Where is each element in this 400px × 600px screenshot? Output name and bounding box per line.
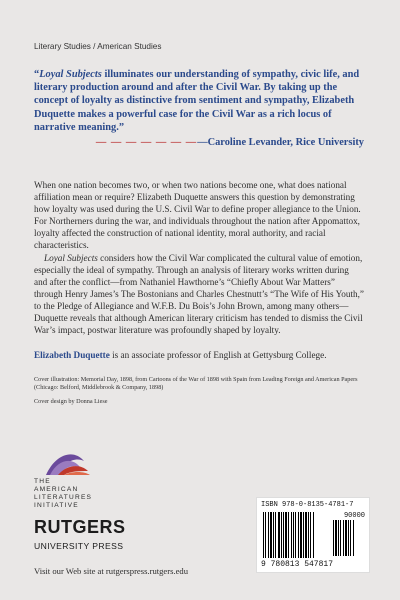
cover-design-credit: Cover design by Donna Liese [34,398,108,405]
isbn-number: ISBN 978-0-8135-4781-7 [261,501,354,509]
blurb-book-title: Loyal Subjects [39,69,102,80]
publisher-name: RUTGERS [34,517,126,537]
description-paragraph-2 [34,252,364,337]
attribution-text: —Caroline Levander, Rice University [197,137,364,149]
publisher-press: UNIVERSITY PRESS [34,541,124,551]
initiative-line-3: LITERATURES [34,494,93,501]
category-label: Literary Studies / American Studies [34,42,162,51]
price-barcode-bars [333,520,361,556]
endorsement-blurb [34,68,364,149]
author-bio-text: is an associate professor of English at Gettysburg College. [109,350,327,360]
blurb-attribution [34,136,364,149]
publisher-website: Visit our Web site at rutgerspress.rutgers.edu [34,566,189,576]
initiative-wordmark [34,478,134,510]
initiative-line-1: THE [34,478,51,485]
cover-illustration-credit: Cover illustration: Memorial Day, 1898, from Cartoons of the War of 1898 with Spain from Leading Foreign and American Papers (Chicago: Belford, Middlebrook & Company, 1898) [34,376,358,391]
paragraph-book-title: Loyal Subjects [44,252,98,263]
ean-number: 9 780813 547817 [261,560,334,569]
barcode-bars [263,512,327,558]
initiative-line-2: AMERICAN [34,486,79,493]
description-body [34,179,364,336]
description-paragraph-1: When one nation becomes two, or when two nations become one, what does national affiliation mean or require? Elizabeth Duquette answers this question by demonstrating how loyalty was used during the U.S. Civil War to define proper allegiance to the Union. For Northerners during the war, and individuals throughout the nation after Appomattox, loyalty affected the construction of national identity, moral authority, and racial characteristics. [34,180,361,251]
author-bio [34,350,364,360]
price-code: 90000 [343,512,365,520]
paragraph-2-text: considers how the Civil War complicated the cultural value of emotion, especially the ideal of sympathy. Through an analysis of literary works written during and after the conflict—from Nathaniel Hawthorne’s “Chiefly About War Matters” through Henry James’s The Bostonians and Charles Chestnutt’s “The Wife of His Youth,” to the Pledge of Allegiance and W.F.B. Du Bois’s John Brown, among many others—Duquette reveals that although American literary criticism has tended to dismiss the Civil War’s impact, postwar literature was profoundly shaped by loyalty. [34,252,365,336]
isbn-barcode [256,497,370,573]
blurb-text: illuminates our understanding of sympathy, civic life, and literary production around and after the Civil War. By taking up the concept of loyalty as distinctive from sentiment and sympathy, Elizabeth Duquette makes a powerful case for the Civil War as a rich locus of narrative meaning.” [34,69,360,133]
author-name: Elizabeth Duquette [34,350,110,360]
barcode-bar [353,520,354,556]
initiative-line-4: INITIATIVE [34,502,79,509]
barcode-bar [314,512,315,558]
decorative-dashes: — — — — — — — [95,137,198,149]
blurb-open-quote: “ [34,69,40,80]
